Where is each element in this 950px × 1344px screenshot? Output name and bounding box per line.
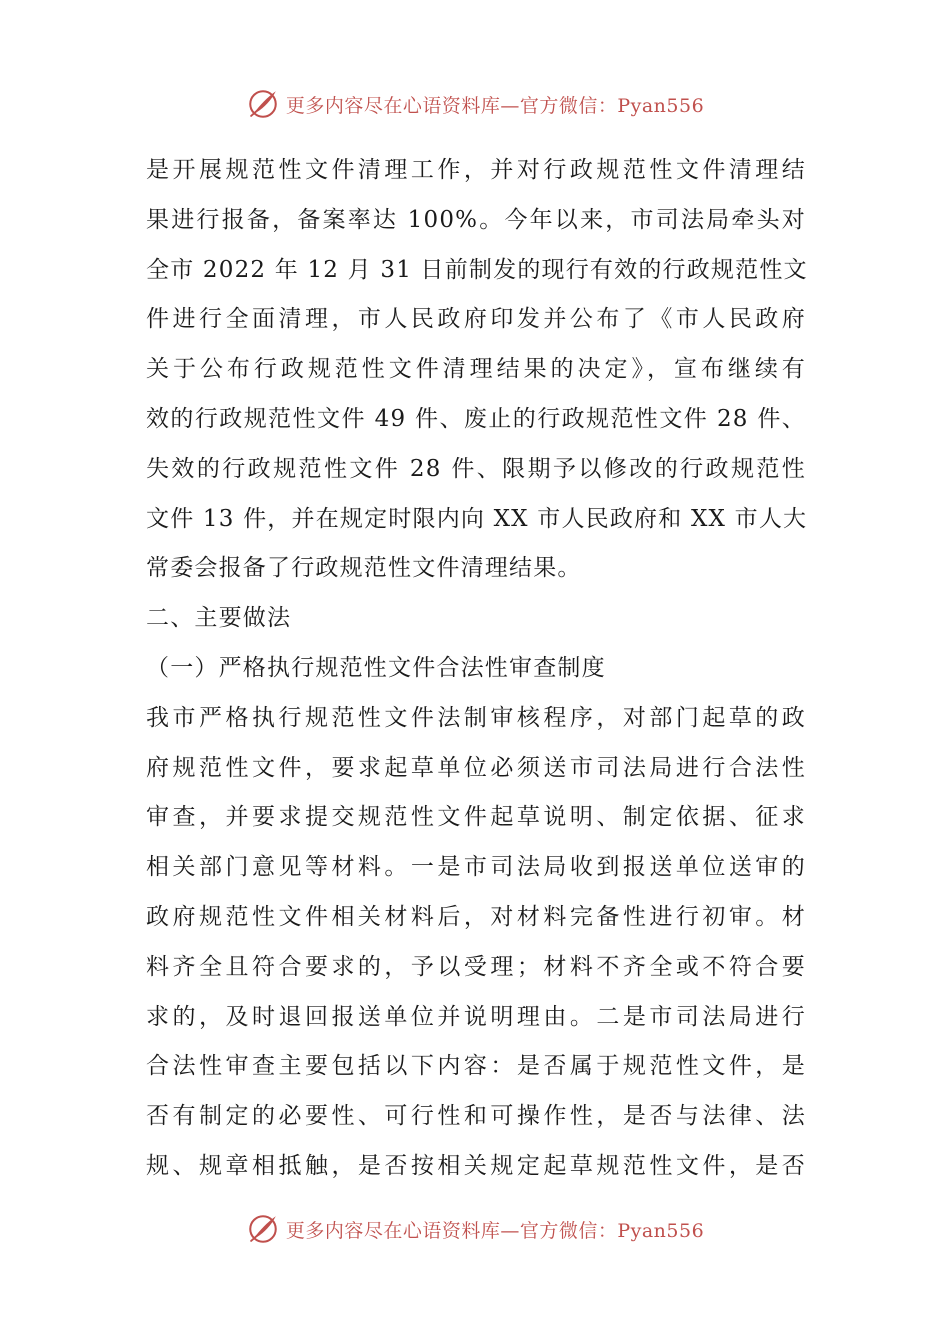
document-body xyxy=(146,146,806,1192)
paragraph-line: 关于公布行政规范性文件清理结果的决定》，宣布继续有 xyxy=(146,356,806,383)
quill-logo-icon xyxy=(246,87,280,121)
paragraph-line: 政府规范性文件相关材料后，对材料完备性进行初审。材 xyxy=(146,903,806,930)
watermark-text: 更多内容尽在心语资料库—官方微信：Pyan556 xyxy=(285,1219,705,1242)
header-watermark xyxy=(0,84,950,124)
paragraph-line: 审查，并要求提交规范性文件起草说明、制定依据、征求 xyxy=(146,804,806,831)
paragraph-line: 府规范性文件，要求起草单位必须送市司法局进行合法性 xyxy=(146,754,806,781)
paragraph-line: 效的行政规范性文件 49 件、废止的行政规范性文件 28 件、 xyxy=(146,405,806,432)
paragraph-line-end: 常委会报备了行政规范性文件清理结果。 xyxy=(146,555,582,582)
paragraph-line: 规、规章相抵触，是否按相关规定起草规范性文件，是否 xyxy=(146,1152,806,1179)
paragraph-line: 料齐全且符合要求的，予以受理；材料不齐全或不符合要 xyxy=(146,953,806,980)
paragraph-line: 文件 13 件，并在规定时限内向 XX 市人民政府和 XX 市人大 xyxy=(146,505,808,532)
paragraph-line: 果进行报备，备案率达 100%。今年以来，市司法局牵头对 xyxy=(146,206,806,233)
paragraph-line: 相关部门意见等材料。一是市司法局收到报送单位送审的 xyxy=(146,854,806,881)
paragraph-line: 合法性审查主要包括以下内容：是否属于规范性文件，是 xyxy=(146,1053,806,1080)
paragraph-line: 我市严格执行规范性文件法制审核程序，对部门起草的政 xyxy=(146,704,806,731)
paragraph-line: 失效的行政规范性文件 28 件、限期予以修改的行政规范性 xyxy=(146,455,806,482)
paragraph-line: 是开展规范性文件清理工作，并对行政规范性文件清理结 xyxy=(146,157,806,183)
paragraph-line: 否有制定的必要性、可行性和可操作性，是否与法律、法 xyxy=(146,1103,806,1130)
quill-logo-icon xyxy=(246,1212,280,1246)
paragraph-line: 全市 2022 年 12 月 31 日前制发的现行有效的行政规范性文 xyxy=(146,256,808,283)
paragraph-line: 件进行全面清理，市人民政府印发并公布了《市人民政府 xyxy=(146,306,806,333)
watermark-text: 更多内容尽在心语资料库—官方微信：Pyan556 xyxy=(285,94,705,117)
footer-watermark xyxy=(0,1209,950,1249)
subsection-heading: （一）严格执行规范性文件合法性审查制度 xyxy=(146,654,606,681)
section-heading: 二、主要做法 xyxy=(146,605,292,632)
paragraph-line: 求的，及时退回报送单位并说明理由。二是市司法局进行 xyxy=(146,1003,806,1030)
